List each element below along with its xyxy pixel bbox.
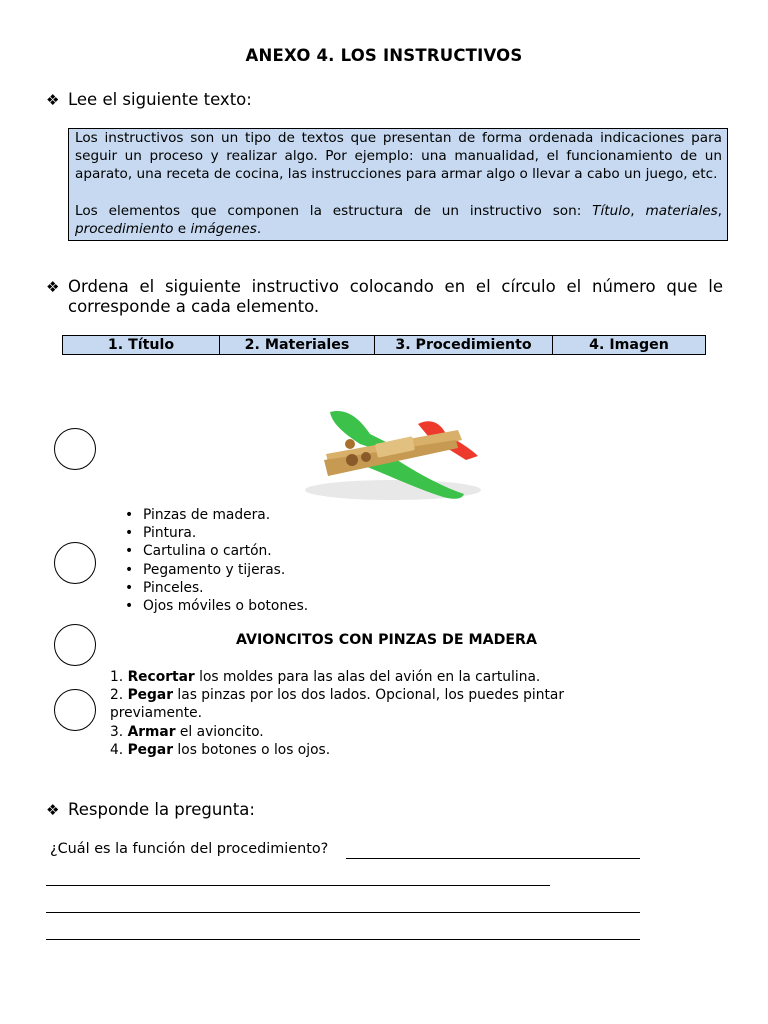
answer-circle-4[interactable] [54, 689, 96, 731]
list-item: • Pinzas de madera. [143, 506, 308, 524]
list-item: 1. Recortar los moldes para las alas del avión en la cartulina. [110, 669, 541, 685]
table-cell: 2. Materiales [220, 336, 375, 355]
answer-line-1[interactable] [346, 858, 640, 859]
list-item: • Pegamento y tijeras. [143, 561, 308, 579]
materials-list [143, 506, 308, 615]
procedure-steps [110, 668, 630, 759]
answer-line-2[interactable] [46, 885, 550, 886]
list-item: • Ojos móviles o botones. [143, 597, 308, 615]
list-item: 3. Armar el avioncito. [110, 723, 264, 740]
intro-paragraph-1: Los instructivos son un tipo de textos que presentan de forma ordenada indicaciones para seguir un proceso y realizar algo. Por ejemplo: una manualidad, el funcionamiento de un aparato, una receta de cocina, las instrucciones para armar algo o llevar a cabo un juego, etc. [75, 130, 722, 183]
list-item: • Cartulina o cartón. [143, 542, 308, 560]
elements-table [62, 335, 706, 355]
heading-text: Responde la pregunta: [68, 800, 255, 819]
page-title: ANEXO 4. LOS INSTRUCTIVOS [245, 46, 523, 65]
answer-circle-3[interactable] [54, 624, 96, 666]
diamond-bullet-icon: ❖ [46, 801, 60, 819]
table-cell: 4. Imagen [553, 336, 706, 355]
question-text: ¿Cuál es la función del procedimiento? [50, 841, 329, 857]
table-cell: 1. Título [63, 336, 220, 355]
heading-text: Lee el siguiente texto: [68, 90, 252, 109]
diamond-bullet-icon: ❖ [46, 91, 60, 109]
section-heading-answer [46, 800, 723, 820]
list-item: 2. Pegar las pinzas por los dos lados. Opcional, los puedes pintar previamente. [110, 687, 565, 722]
element-images: imágenes [190, 220, 257, 237]
intro-text-box [68, 128, 728, 241]
table-row [63, 336, 706, 355]
element-title: Título [592, 202, 631, 219]
instructivo-title: AVIONCITOS CON PINZAS DE MADERA [236, 632, 537, 648]
section-heading-read [46, 90, 723, 110]
airplane-image [290, 404, 496, 504]
list-item: • Pinceles. [143, 579, 308, 597]
answer-circle-1[interactable] [54, 428, 96, 470]
list-item: • Pintura. [143, 524, 308, 542]
answer-line-4[interactable] [46, 939, 640, 940]
heading-text: Ordena el siguiente instructivo colocando en el círculo el número que le corresponde a cada elemento. [68, 277, 723, 316]
element-materials: materiales [645, 202, 718, 219]
list-item: 4. Pegar los botones o los ojos. [110, 741, 331, 758]
answer-line-3[interactable] [46, 912, 640, 913]
intro-paragraph-2: Los elementos que componen la estructura de un instructivo son: Título, materiales, procedimiento e imágenes. [75, 202, 722, 237]
answer-circle-2[interactable] [54, 542, 96, 584]
element-procedure: procedimiento [75, 220, 174, 237]
table-cell: 3. Procedimiento [375, 336, 553, 355]
diamond-bullet-icon: ❖ [46, 278, 60, 296]
section-heading-order [46, 277, 723, 317]
